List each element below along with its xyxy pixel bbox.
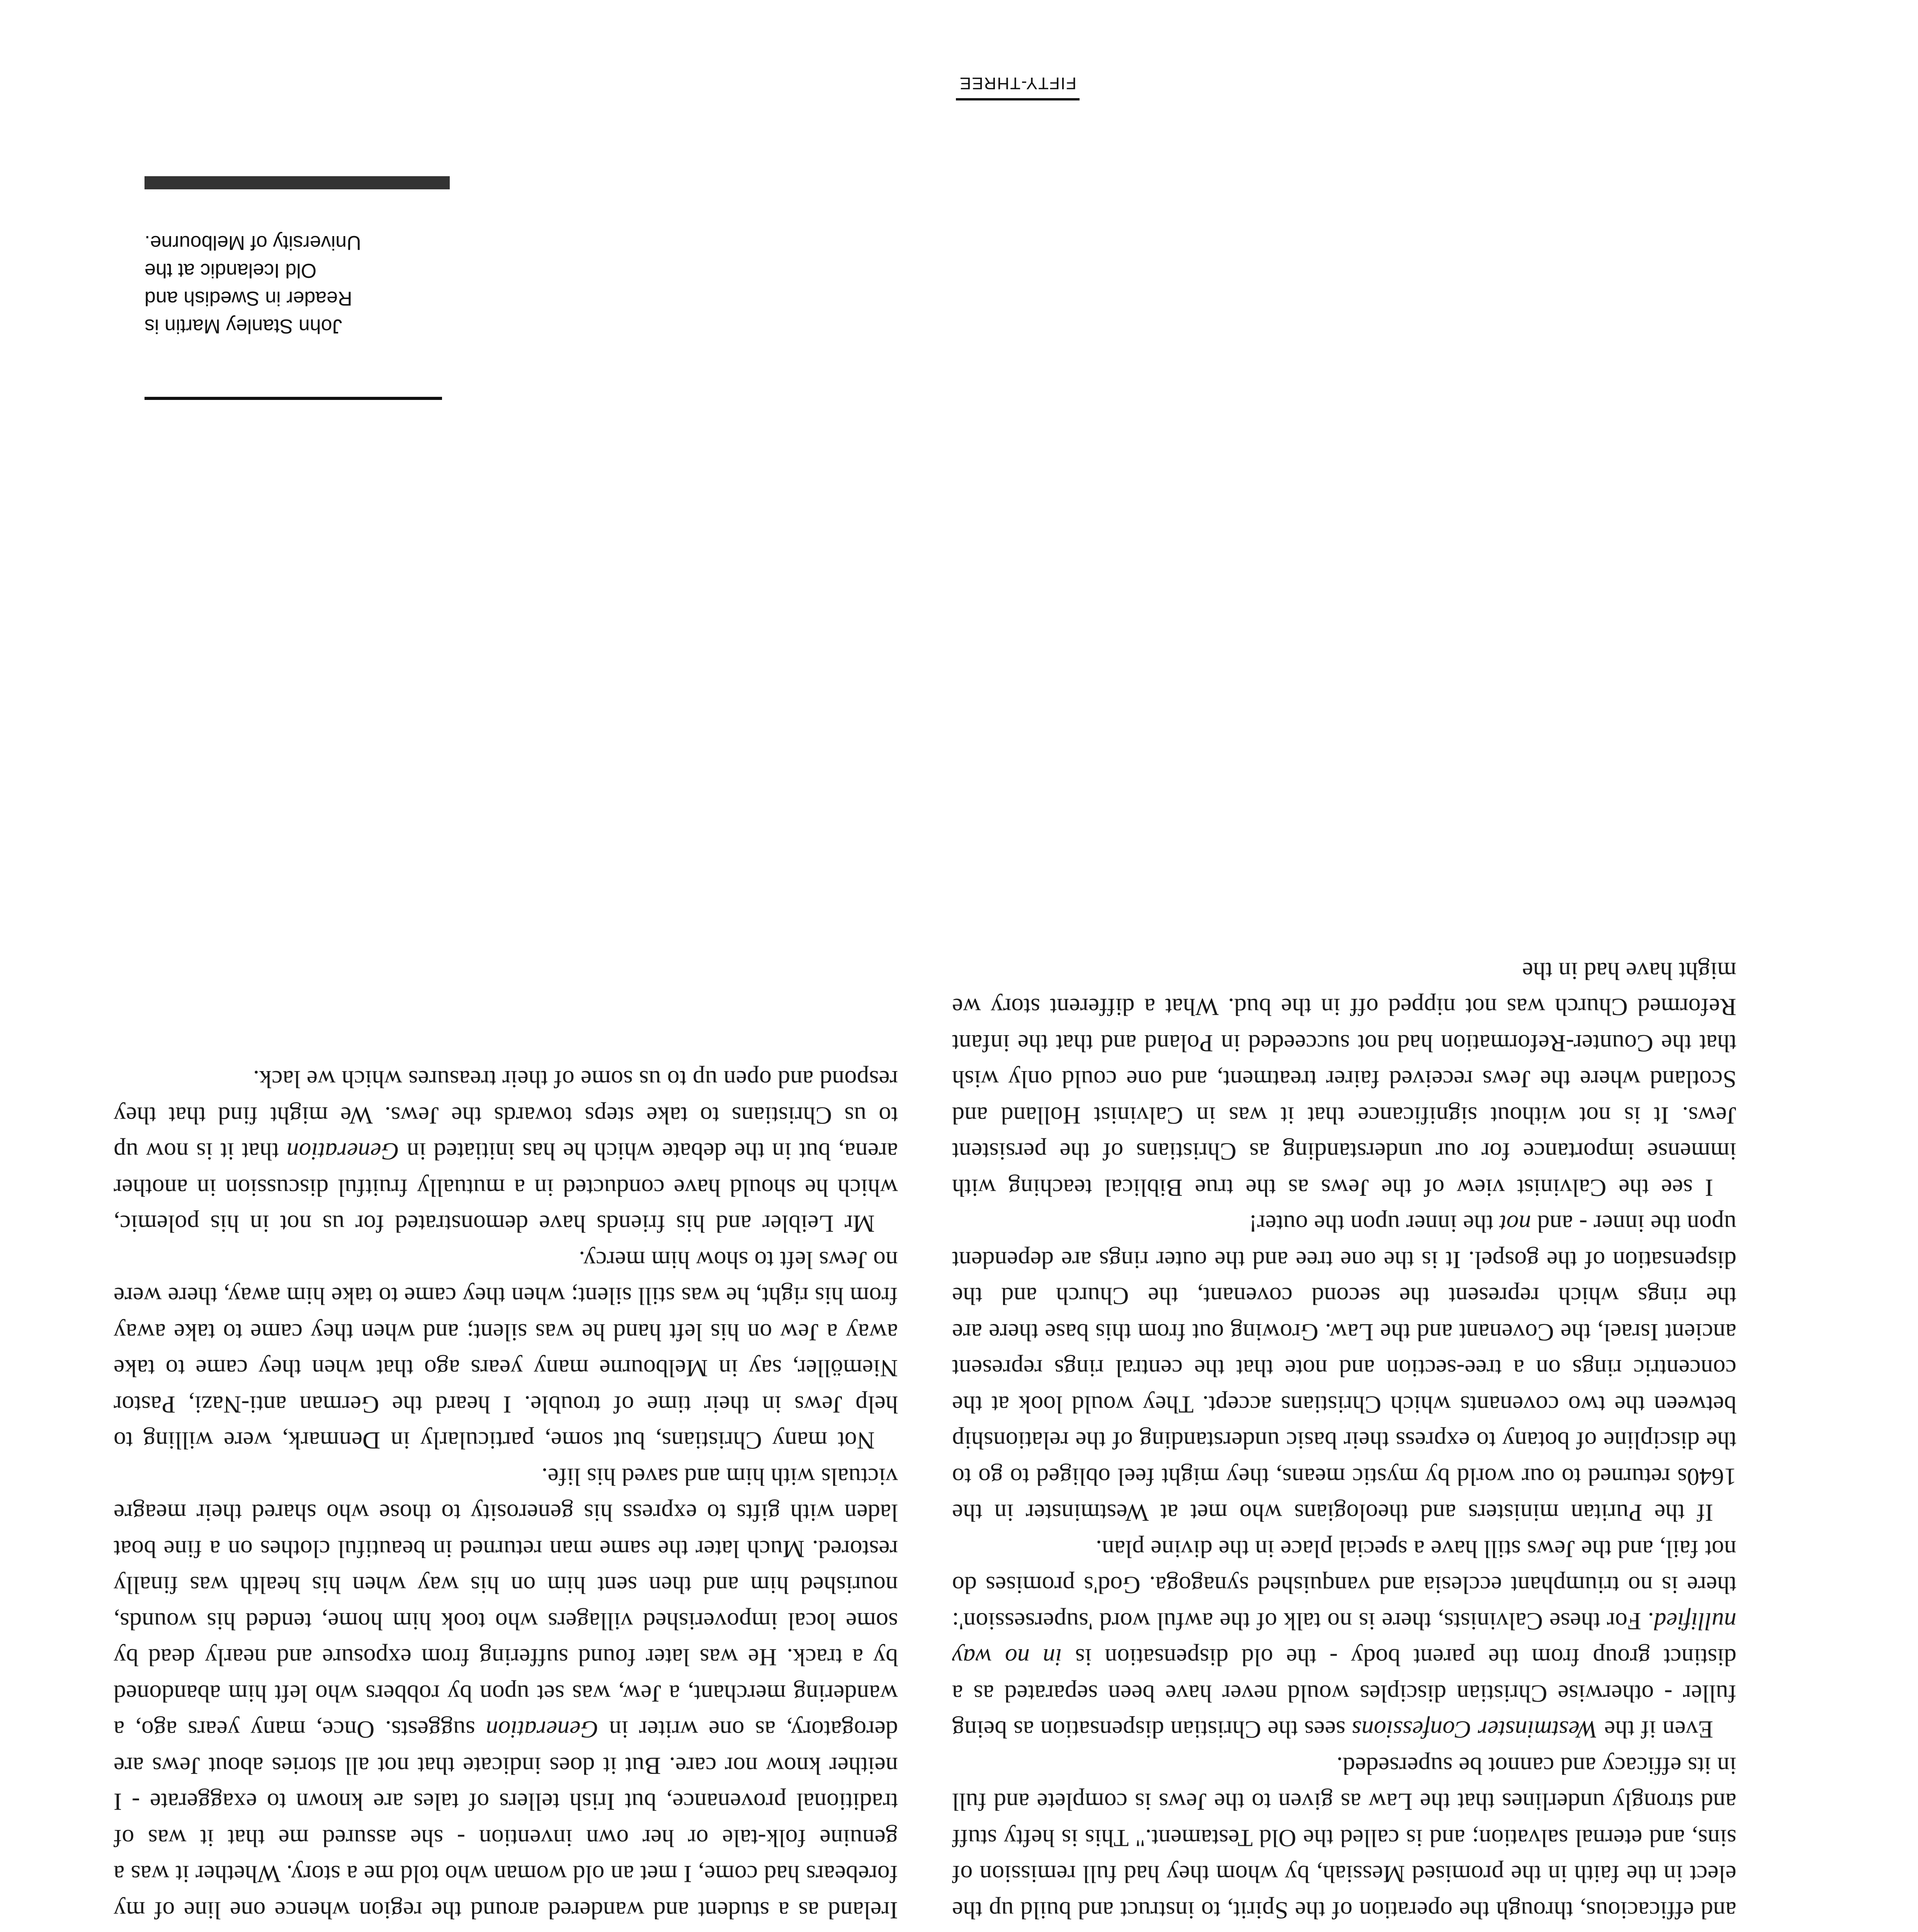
page-number: FIFTY-THREE: [959, 74, 1076, 93]
bio-rule: [145, 397, 442, 400]
paragraph: and efficacious, through the operation of the Spirit, to instruct and build up the elect in the faith in the promised Messiah, by whom they had full remission of sins, and eternal salvation; and is called the Old Testament." This is hefty stuff and strongly underlines that the Law as given to the Jews is complete and full in its efficacy and cannot be superseded.: [952, 1752, 1736, 1924]
paragraph: If the Puritan ministers and theologians who met at Westminster in the 1640s returned to our world by mystic means, they might feel obliged to go to the discipline of botany to express their basic understanding of the relationship between the two covenants which Christians accept. They would look at the concentric rings on a tree-section and note that the central rings represent ancient Israel, the Covenant and the Law. Growing out from this base there are the rings which represent the second covenant, the Church and the dispensation of the gospel. It is the one tree and the outer rings are dependent upon the inner - and not the inner upon the outer!: [952, 1210, 1736, 1527]
author-bio: [145, 229, 442, 340]
bio-line: Reader in Swedish and: [145, 287, 352, 310]
paragraph: Ireland as a student and wandered around the region whence one line of my forebears had come, I met an old woman who told me a story. Whether it was a genuine folk-tale or her own invention - she assured me that it was of traditional provenance, but Irish tellers of tales are known to exaggerate - I neither know nor care. But it does indicate that not all stories about Jews are derogatory, as one writer in Generation suggests. Once, many years ago, a wandering merchant, a Jew, was set upon by robbers who left him abandoned by a track. He was later found suffering from exposure and nearly dead by some local impoverished villagers who took him home, tended his wounds, nourished him and then sent him on his way when his health was finally restored. Much later the same man returned in beautiful clothes on a fine boat laden with gifts to express his generosity to those who shared their meagre victuals with him and saved his life.: [113, 1463, 898, 1924]
bio-bar: [145, 176, 450, 189]
bio-line: University of Melbourne.: [145, 231, 361, 254]
paragraph: Even if the Westminster Confessions sees the Christian dispensation as being fuller - otherwise Christian disciples would never have been separated as a distinct group from the parent body - the old dispensation is in no way nullified. For these Calvinists, there is no talk of the awful word 'supersession': there is no triumphant ecclesia and vanquished synagoga. God's promises do not fail, and the Jews still have a special place in the divine plan.: [952, 1536, 1736, 1744]
paragraph: Not many Christians, but some, particularly in Denmark, were willing to help Jews in their time of trouble. I heard the German anti-Nazi, Pastor Niemöller, say in Melbourne many years ago that when they came to take away a Jew on his left hand he was silent; and when they came to take away from his right, he was still silent; when they came to take him away, there were no Jews left to show him mercy.: [114, 1247, 898, 1455]
folio-rule: [956, 98, 1080, 100]
right-column: [114, 232, 898, 1932]
bio-line: John Stanley Martin is: [145, 315, 342, 337]
paragraph: I see the Calvinist view of the Jews as the true Biblical teaching with immense importance for our understanding as Christians of the persistent Jews. It is not without significance that it was in Calvinist Holland and Scotland where the Jews received fairer treatment, and one could only wish that the Counter-Reformation had not succeeded in Poland and that the infant Reformed Church was not nipped off in the bud. What a different story we might have had in the: [952, 957, 1736, 1202]
bio-line: Old Icelandic at the: [145, 259, 317, 282]
left-column: [952, 232, 1736, 1932]
paragraph: Mr Leibler and his friends have demonstrated for us not in his polemic, which he should have conducted in a mutually fruitful discussion in another arena, but in the debate which he has initiated in Generation that it is now up to us Christians to take steps towards the Jews. We might find that they respond and open up to us some of their treasures which we lack.: [113, 1066, 898, 1238]
